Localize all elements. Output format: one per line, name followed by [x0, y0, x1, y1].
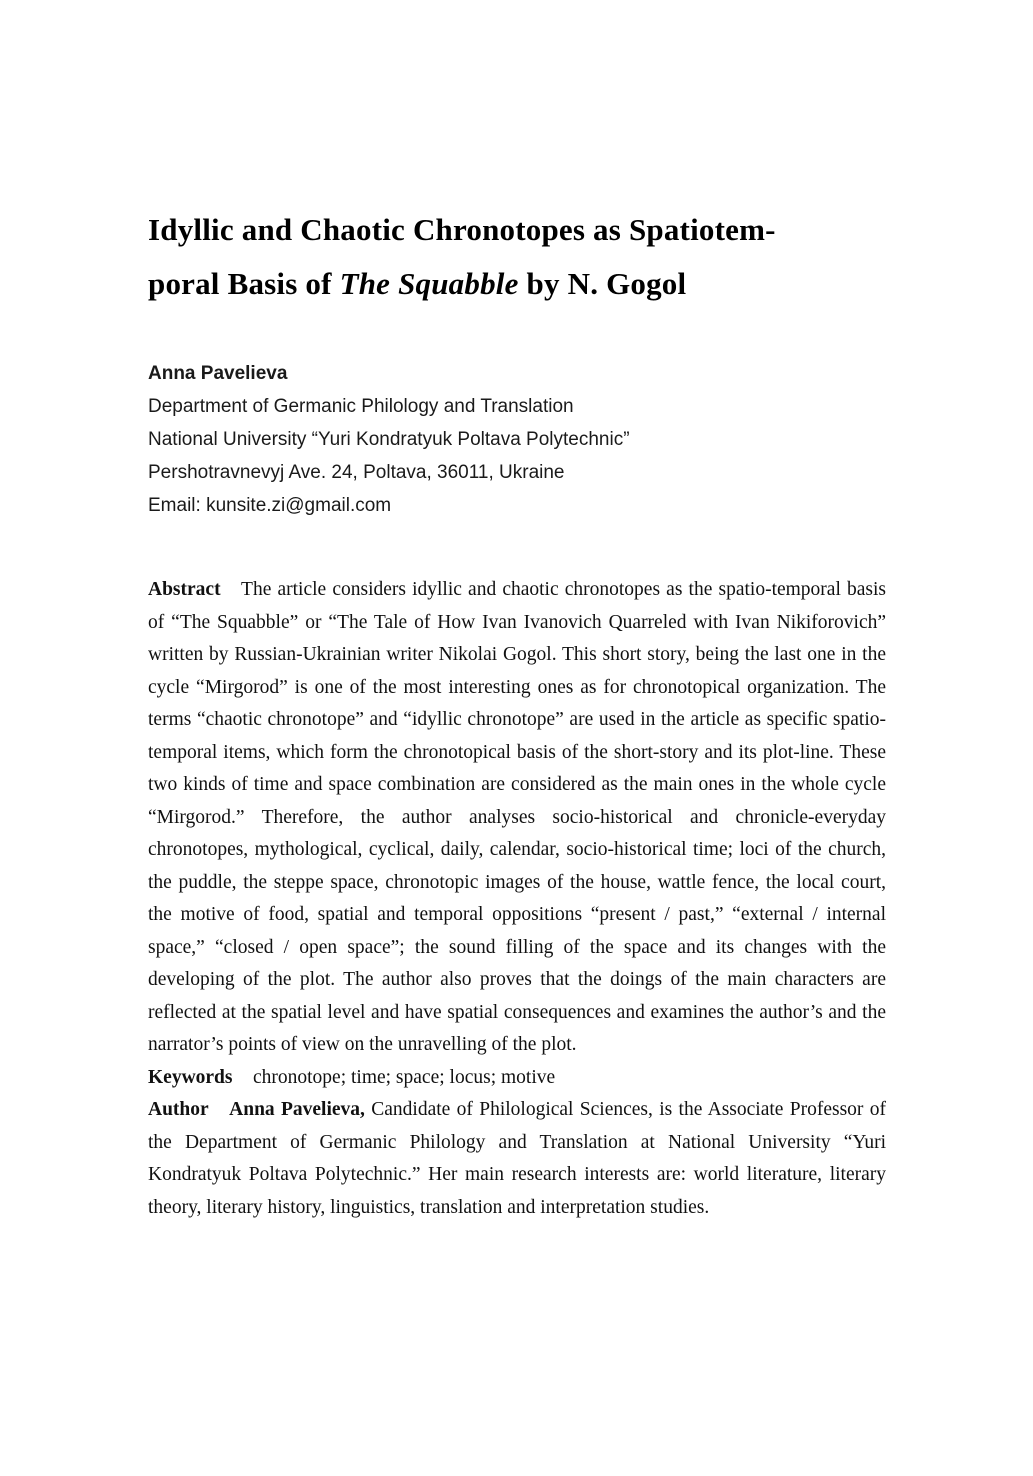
author-info-block	[148, 357, 886, 522]
author-department: Department of Germanic Philology and Translation	[148, 396, 574, 417]
keywords-text: chronotope; time; space; locus; motive	[252, 1066, 556, 1088]
author-address: Pershotravnevyj Ave. 24, Poltava, 36011, Ukraine	[148, 462, 565, 483]
title-line-1: Idyllic and Chaotic Chronotopes as Spatiotem-	[148, 212, 776, 247]
author-university: National University “Yuri Kondratyuk Poltava Polytechnic”	[148, 429, 630, 450]
title-book-name-italic: The Squabble	[339, 266, 519, 301]
title-line-2-suffix: by N. Gogol	[518, 266, 687, 301]
abstract-text: The article considers idyllic and chaotic chronotopes as the spatio-temporal basis of “The Squabble” or “The Tale of How Ivan Ivanovich Quarreled with Ivan Nikiforovich” written by Russian-Ukrainian writer Nikolai Gogol. This short story, being the last one in the cycle “Mirgorod” is one of the most interesting ones as for chronotopical organization. The terms “chaotic chronotope” and “idyllic chronotope” are used in the article as specific spatio-temporal items, which form the chronotopical basis of the short-story and its plot-line. These two kinds of time and space combination are considered as the main ones in the whole cycle “Mirgorod.” Therefore, the author analyses socio-historical and chronicle-everyday chronotopes, mythological, cyclical, daily, calendar, socio-historical time; loci of the church, the puddle, the steppe space, chronotopic images of the house, wattle fence, the local court, the motive of food, spatial and temporal oppositions “present / past,” “external / internal space,” “closed / open space”; the sound filling of the space and its changes with the developing of the plot. The author also proves that the doings of the main characters are reflected at the spatial level and have spatial consequences and examines the author’s and the narrator’s points of view on the unravelling of the plot.	[148, 579, 886, 1055]
author-bio-text: Candidate of Philological Sciences, is the Associate Professor of the Department of Germanic Philology and Translation at National University “Yuri Kondratyuk Poltava Polytechnic.” Her main research interests are: world literature, literary theory, literary history, linguistics, translation and interpretation studies.	[148, 1099, 886, 1218]
author-email: Email: kunsite.zi@gmail.com	[148, 495, 392, 516]
page-title	[148, 203, 886, 311]
keywords-line	[148, 1062, 886, 1095]
title-line-2	[148, 257, 886, 311]
author-bio-name: Anna Pavelieva,	[229, 1099, 365, 1120]
author-name: Anna Pavelieva	[148, 363, 288, 384]
keywords-label: Keywords	[148, 1066, 233, 1088]
title-line-2-prefix: poral Basis of	[148, 266, 340, 301]
abstract-label: Abstract	[148, 579, 221, 600]
abstract-paragraph	[148, 574, 886, 1062]
author-bio-paragraph	[148, 1094, 886, 1224]
author-bio-label: Author	[148, 1099, 209, 1120]
